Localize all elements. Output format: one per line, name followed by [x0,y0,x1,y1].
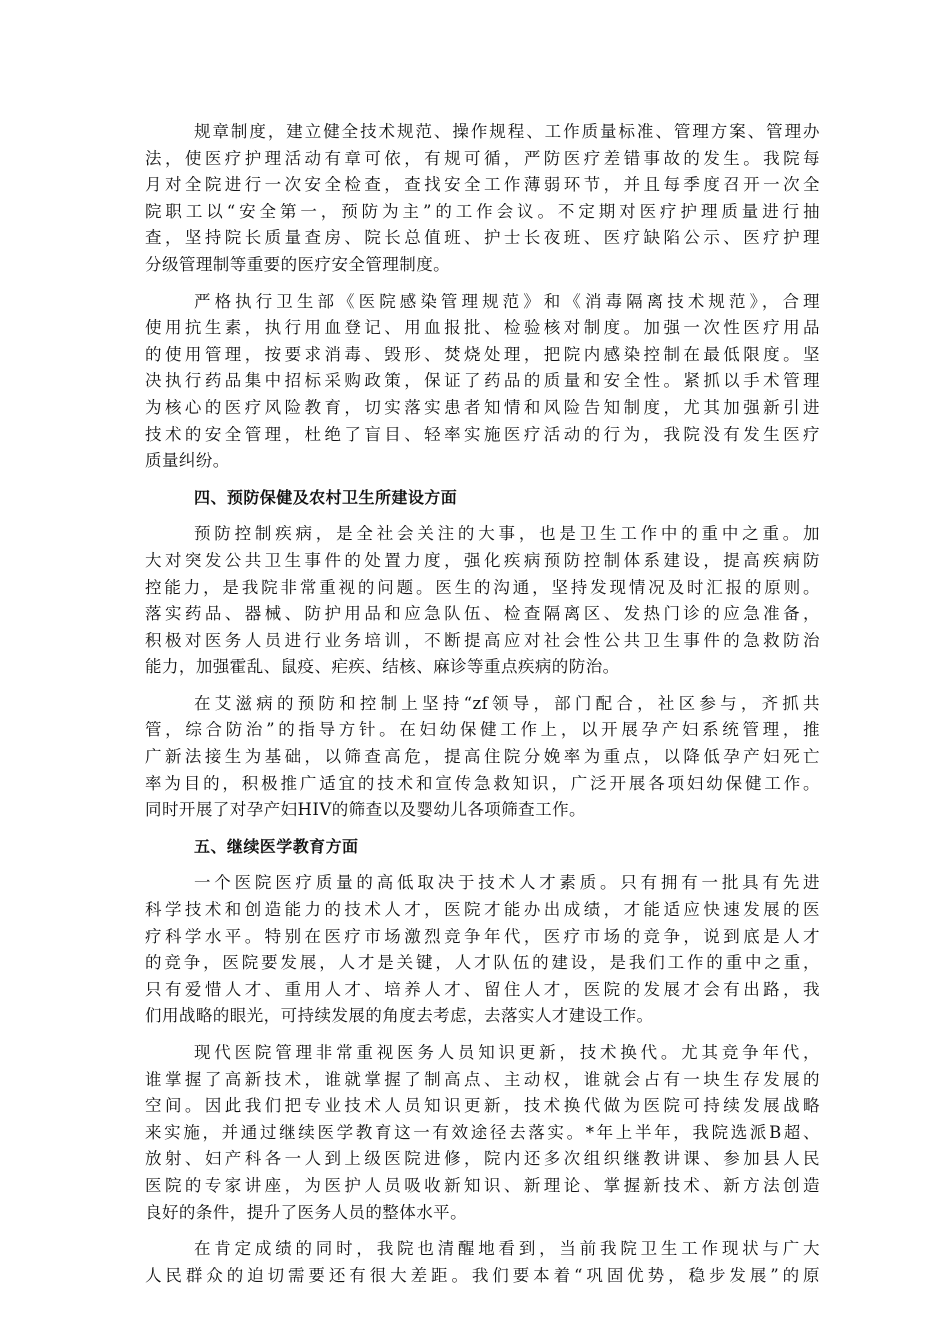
section-heading [145,485,820,512]
paragraph-line: 能力，加强霍乱、鼠疫、疟疾、结核、麻诊等重点疾病的防治。 [145,657,620,677]
body-paragraph [145,870,820,1030]
paragraph-line: 规章制度，建立健全技术规范、操作规程、工作质量标准、管理方案、管理办 [194,122,820,141]
paragraph-line: 率为目的，积极推广适宜的技术和宣传急救知识，广泛开展各项妇幼保健工作。 [145,773,820,793]
body-paragraph [145,1040,820,1226]
paragraph-spacer [145,1226,820,1236]
paragraph-line: 分级管理制等重要的医疗安全管理制度。 [145,254,451,274]
paragraph-line: 管，综合防治”的指导方针。在妇幼保健工作上，以开展孕产妇系统管理，推 [145,720,820,740]
paragraph-line: 院职工以“安全第一，预防为主”的工作会议。不定期对医疗护理质量进行抽 [145,201,820,221]
paragraph-line: 为核心的医疗风险教育，切实落实患者知情和风险告知制度，尤其加强新引进 [145,397,820,417]
paragraph-line: 只有爱惜人才、重用人才、培养人才、留住人才，医院的发展才会有出路，我 [145,979,820,999]
paragraph-line: 良好的条件，提升了医务人员的整体水平。 [145,1202,468,1222]
paragraph-line: 医院的专家讲座，为医护人员吸收新知识、新理论、掌握新技术、新方法创造 [145,1175,820,1195]
paragraph-line: 人民群众的迫切需要还有很大差距。我们要本着“巩固优势，稳步发展”的原 [145,1265,820,1285]
paragraph-line: 疗科学水平。特别在医疗市场激烈竞争年代，医疗市场的竞争，说到底是人才 [145,926,820,946]
paragraph-line: 大对突发公共卫生事件的处置力度，强化疾病预防控制体系建设，提高疾病防 [145,550,820,570]
paragraph-line: 落实药品、器械、防护用品和应急队伍、检查隔离区、发热门诊的应急准备， [145,604,820,624]
paragraph-line: 同时开展了对孕产妇HIV的筛查以及婴幼儿各项筛查工作。 [145,800,586,820]
paragraph-line: 使用抗生素，执行用血登记、用血报批、检验核对制度。加强一次性医疗用品 [145,318,820,338]
paragraph-line: 的竞争，医院要发展，人才是关键，人才队伍的建设，是我们工作的重中之重， [145,953,820,973]
heading-text: 四、预防保健及农村卫生所建设方面 [194,487,458,507]
paragraph-line: 一个医院医疗质量的高低取决于技术人才素质。只有拥有一批具有先进 [194,873,820,893]
paragraph-spacer [145,681,820,691]
paragraph-line: 广新法接生为基础，以筛查高危，提高住院分娩率为重点，以降低孕产妇死亡 [145,747,820,767]
paragraph-line: 科学技术和创造能力的技术人才，医院才能办出成绩，才能适应快速发展的医 [145,900,820,920]
paragraph-spacer [145,279,820,289]
paragraph-spacer [145,860,820,870]
paragraph-line: 积极对医务人员进行业务培训，不断提高应对社会性公共卫生事件的急救防治 [145,630,820,650]
paragraph-line: 在肯定成绩的同时，我院也清醒地看到，当前我院卫生工作现状与广大 [194,1239,820,1259]
paragraph-line: 谁掌握了高新技术，谁就掌握了制高点、主动权，谁就会占有一块生存发展的 [145,1069,820,1089]
paragraph-line: 预防控制疾病，是全社会关注的大事，也是卫生工作中的重中之重。加 [194,524,820,544]
body-paragraph [145,691,820,824]
paragraph-line: 决执行药品集中招标采购政策，保证了药品的质量和安全性。紧抓以手术管理 [145,371,820,391]
paragraph-spacer [145,475,820,485]
paragraph-spacer [145,824,820,834]
paragraph-line: 的使用管理，按要求消毒、毁形、焚烧处理，把院内感染控制在最低限度。坚 [145,344,820,364]
paragraph-line: 查，坚持院长质量查房、院长总值班、护士长夜班、医疗缺陷公示、医疗护理 [145,228,820,248]
body-paragraph [145,521,820,681]
paragraph-line: 法，使医疗护理活动有章可依，有规可循，严防医疗差错事故的发生。我院每 [145,148,820,168]
paragraph-line: 现代医院管理非常重视医务人员知识更新，技术换代。尤其竞争年代， [194,1043,820,1062]
paragraph-line: 们用战略的眼光，可持续发展的角度去考虑，去落实人才建设工作。 [145,1006,654,1026]
paragraph-line: 放射、妇产科各一人到上级医院进修，院内还多次组织继教讲课、参加县人民 [145,1149,820,1169]
paragraph-line: 来实施，并通过继续医学教育这一有效途径去落实。*年上半年，我院选派B超、 [145,1122,820,1142]
body-paragraph [145,119,820,279]
paragraph-line: 控能力，是我院非常重视的问题。医生的沟通，坚持发现情况及时汇报的原则。 [145,577,820,597]
body-paragraph [145,1236,820,1289]
paragraph-line: 质量纠纷。 [145,451,230,471]
paragraph-line: 严格执行卫生部《医院感染管理规范》和《消毒隔离技术规范》，合理 [194,291,820,311]
paragraph-spacer [145,511,820,521]
paragraph-line: 技术的安全管理，杜绝了盲目、轻率实施医疗活动的行为，我院没有发生医疗 [145,424,820,444]
section-heading [145,834,820,861]
paragraph-line: 空间。因此我们把专业技术人员知识更新，技术换代做为医院可持续发展战略 [145,1096,820,1116]
paragraph-spacer [145,1030,820,1040]
paragraph-line: 在艾滋病的预防和控制上坚持“zf领导，部门配合，社区参与，齐抓共 [194,693,820,713]
body-paragraph [145,289,820,475]
heading-text: 五、继续医学教育方面 [194,836,359,856]
paragraph-line: 月对全院进行一次安全检查，查找安全工作薄弱环节，并且每季度召开一次全 [145,175,820,195]
